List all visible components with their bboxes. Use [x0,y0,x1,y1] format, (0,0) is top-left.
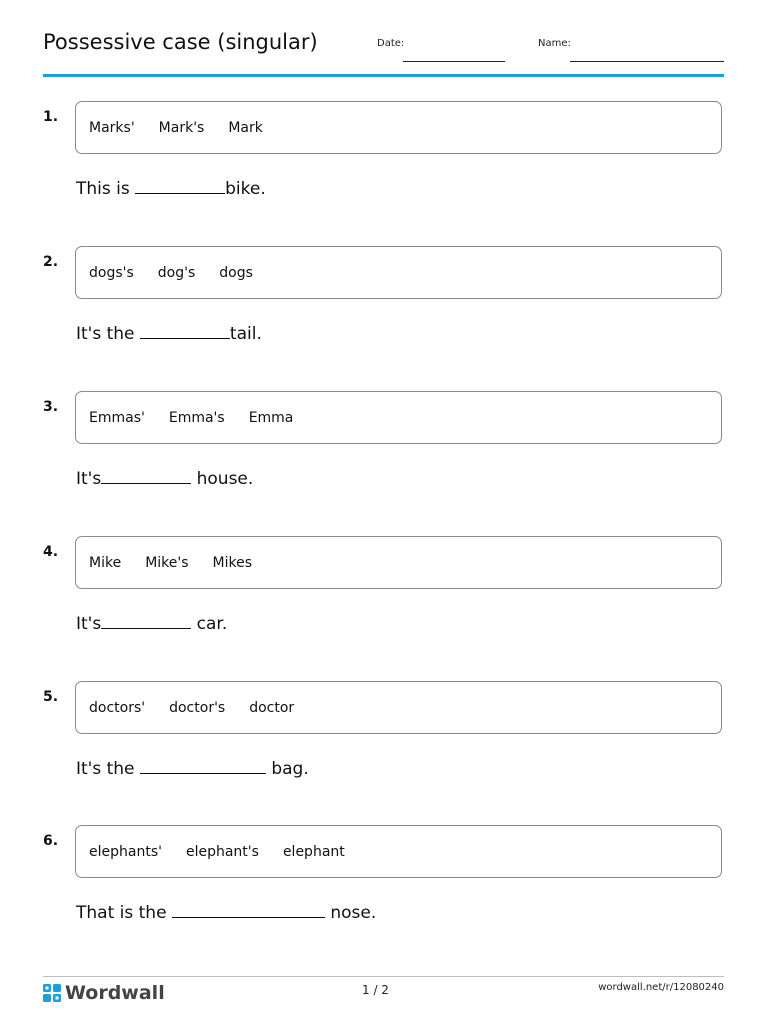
sentence-after: car. [191,614,228,634]
sentence [76,610,227,634]
answer-blank[interactable] [101,610,191,629]
option-1: dogs's [89,264,134,281]
date-field-line [403,61,505,62]
answer-blank[interactable] [172,899,325,918]
options-box [75,681,722,734]
sentence-before: That is the [76,903,172,923]
question-number: 1. [43,109,59,125]
sentence-after: bag. [265,759,309,779]
sentence-before: This is [76,179,136,199]
sentence-after: nose. [324,903,377,923]
sentence [76,755,309,779]
option-2: dog's [157,264,196,281]
sentence-after: house. [191,469,254,489]
sentence [76,899,376,923]
question-number: 5. [43,689,59,705]
sentence [76,320,262,344]
sentence-after: bike. [225,179,266,199]
question-5 [0,681,768,821]
reference-url[interactable]: wordwall.net/r/12080240 [598,982,724,993]
option-1: Mike [89,554,122,571]
question-1 [0,101,768,241]
page-number: 1 / 2 [362,983,389,997]
options-box [75,536,722,589]
option-3: dogs [219,264,253,281]
question-2 [0,246,768,386]
sentence-before: It's [76,614,102,634]
options-box [75,246,722,299]
option-1: Marks' [89,119,135,136]
option-2: Emma's [168,409,225,426]
sentence-before: It's the [76,324,140,344]
option-2: Mark's [158,119,205,136]
date-label: Date: [377,38,405,49]
answer-blank[interactable] [101,465,191,484]
sentence-before: It's the [76,759,140,779]
page-title: Possessive case (singular) [43,30,318,54]
question-number: 3. [43,399,59,415]
option-3: Mark [228,119,263,136]
question-number: 2. [43,254,59,270]
name-field-line [570,61,724,62]
options-box [75,825,722,878]
wordwall-logo-icon [43,984,61,1002]
sentence-after: tail. [229,324,262,344]
option-1: doctors' [89,699,146,716]
option-3: Emma [248,409,294,426]
option-1: elephants' [89,843,162,860]
answer-blank[interactable] [140,320,230,339]
answer-blank[interactable] [135,175,225,194]
option-3: doctor [249,699,295,716]
option-2: Mike's [145,554,189,571]
options-box [75,101,722,154]
question-number: 4. [43,544,59,560]
sentence [76,465,253,489]
header-divider [43,74,724,77]
option-3: Mikes [212,554,253,571]
question-3 [0,391,768,531]
logo-text: Wordwall [65,982,165,1004]
question-6 [0,825,768,965]
question-number: 6. [43,833,59,849]
name-label: Name: [538,38,571,49]
question-4 [0,536,768,676]
sentence-before: It's [76,469,102,489]
wordwall-logo[interactable] [43,982,165,1004]
footer-divider [43,976,724,977]
option-1: Emmas' [89,409,145,426]
option-2: elephant's [185,843,259,860]
sentence [76,175,266,199]
answer-blank[interactable] [140,755,266,774]
options-box [75,391,722,444]
option-2: doctor's [169,699,226,716]
option-3: elephant [282,843,345,860]
